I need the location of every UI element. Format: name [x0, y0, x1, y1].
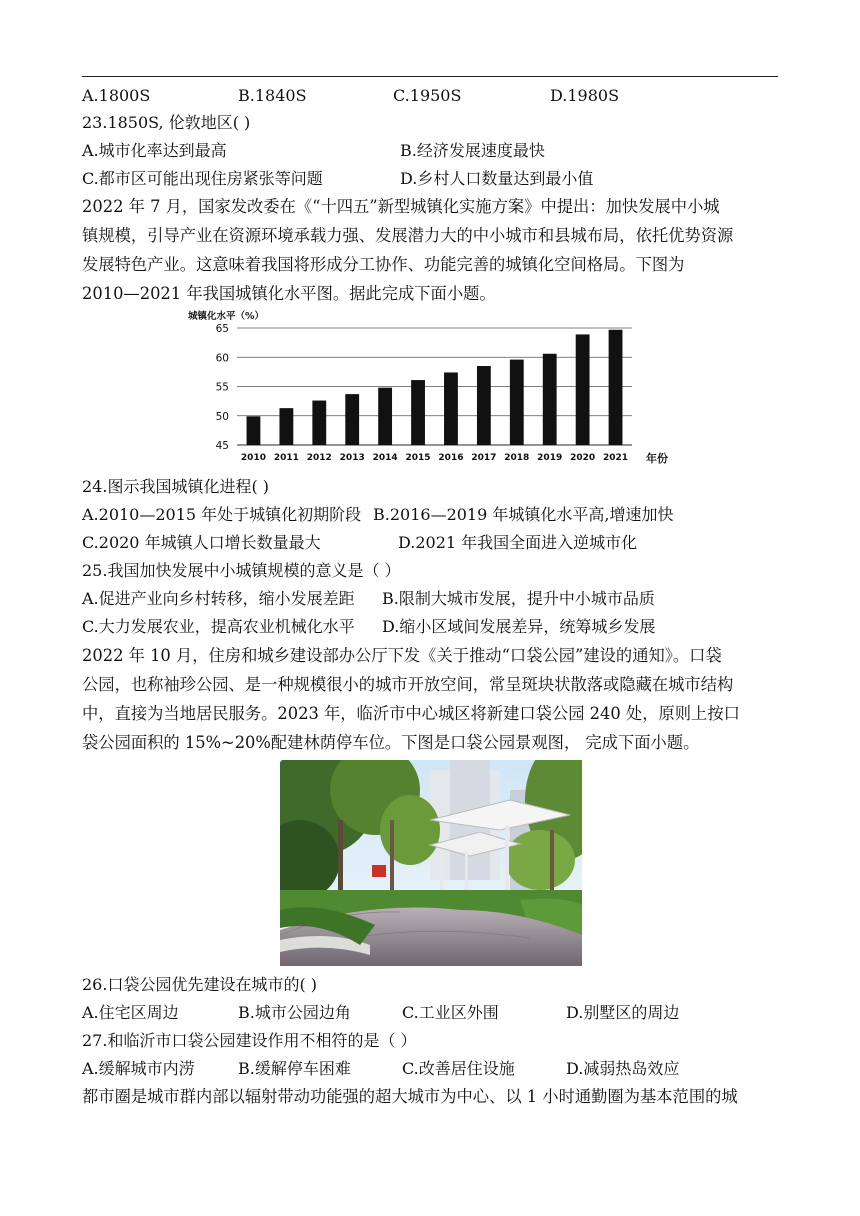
q27-option-c: C.改善居住设施 [402, 1059, 515, 1078]
chart-x-tick-label: 2019 [537, 453, 563, 463]
q25-option-c: C.大力发展农业，提高农业机械化水平 [82, 617, 355, 636]
q23-option-c: C.都市区可能出现住房紧张等问题 [82, 169, 323, 188]
q22-option-b: B.1840S [238, 86, 307, 105]
passage1-line-4: 2010—2021 年我国城镇化水平图。据此完成下面小题。 [82, 284, 496, 303]
chart-x-tick-label: 2012 [306, 453, 332, 463]
q25-option-a: A.促进产业向乡村转移，缩小发展差距 [82, 589, 355, 608]
q25-option-d: D.缩小区域间发展差异，统筹城乡发展 [382, 617, 656, 636]
pocket-park-photo [280, 760, 582, 966]
passage2-line-2: 公园，也称袖珍公园、是一种规模很小的城市开放空间，常呈斑块状散落或隐藏在城市结构 [82, 675, 734, 694]
chart-bar-2015 [411, 380, 425, 445]
chart-x-tick-label: 2015 [405, 453, 431, 463]
urbanization-bar-chart [182, 308, 682, 468]
chart-grid [237, 328, 632, 445]
chart-y-tick-label: 45 [215, 440, 229, 452]
chart-bar-2010 [247, 416, 261, 445]
chart-x-tick-label: 2011 [273, 453, 299, 463]
q24-option-b: B.2016—2019 年城镇化水平高,增速加快 [373, 505, 674, 524]
q24-option-d: D.2021 年我国全面进入逆城市化 [398, 533, 638, 552]
q25-stem: 25.我国加快发展中小城镇规模的意义是（ ） [82, 561, 401, 580]
chart-y-ticks [216, 323, 229, 452]
chart-bars [247, 330, 623, 445]
chart-bar-2018 [510, 360, 524, 445]
q26-stem: 26.口袋公园优先建设在城市的( ) [82, 975, 318, 994]
chart-x-tick-label: 2018 [504, 453, 530, 463]
q27-stem: 27.和临沂市口袋公园建设作用不相符的是（ ） [82, 1031, 417, 1050]
q24-option-c: C.2020 年城镇人口增长数量最大 [82, 533, 321, 552]
q23-stem: 23.1850S, 伦敦地区( ) [82, 113, 251, 132]
q22-option-a: A.1800S [82, 86, 151, 105]
q26-option-b: B.城市公园边角 [238, 1003, 351, 1022]
passage2-line-3: 中，直接为当地居民服务。2023 年，临沂市中心城区将新建口袋公园 240 处，原则上按口 [82, 704, 740, 723]
chart-bar-2021 [609, 330, 623, 445]
chart-bar-2020 [576, 334, 590, 445]
q25-option-b: B.限制大城市发展，提升中小城市品质 [382, 589, 655, 608]
chart-bar-2017 [477, 366, 491, 445]
chart-x-ticks [241, 453, 628, 463]
q27-option-b: B.缓解停车困难 [238, 1059, 351, 1078]
chart-x-label: 年份 [646, 452, 668, 465]
q27-option-a: A.缓解城市内涝 [82, 1059, 195, 1078]
passage1-line-3: 发展特色产业。这意味着我国将形成分工协作、功能完善的城镇化空间格局。下图为 [82, 255, 685, 274]
passage1-line-1: 2022 年 7 月，国家发改委在《“十四五”新型城镇化实施方案》中提出：加快发展中小城 [82, 197, 720, 216]
q24-option-a: A.2010—2015 年处于城镇化初期阶段 [82, 505, 362, 524]
chart-x-tick-label: 2010 [240, 453, 266, 463]
chart-bar-2013 [345, 394, 359, 445]
q26-option-c: C.工业区外围 [402, 1003, 499, 1022]
chart-x-tick-label: 2014 [372, 453, 398, 463]
chart-bar-2014 [378, 388, 392, 445]
chart-x-tick-label: 2016 [438, 453, 464, 463]
chart-y-label: 城镇化水平（%） [188, 311, 265, 322]
chart-bar-2011 [279, 408, 293, 445]
chart-x-tick-label: 2020 [570, 453, 596, 463]
chart-bar-2019 [543, 354, 557, 445]
q26-option-d: D.别墅区的周边 [566, 1003, 680, 1022]
chart-x-tick-label: 2017 [471, 453, 497, 463]
chart-y-tick-label: 55 [215, 381, 229, 394]
q23-option-b: B.经济发展速度最快 [400, 141, 545, 160]
q27-option-d: D.减弱热岛效应 [566, 1059, 680, 1078]
q22-option-c: C.1950S [393, 86, 462, 105]
q23-option-a: A.城市化率达到最高 [82, 141, 227, 160]
top-rule [82, 76, 778, 77]
chart-x-tick-label: 2021 [603, 453, 629, 463]
passage2-line-1: 2022 年 10 月，住房和城乡建设部办公厅下发《关于推动“口袋公园”建设的通知》。口袋 [82, 646, 722, 665]
q26-option-a: A.住宅区周边 [82, 1003, 179, 1022]
q22-option-d: D.1980S [550, 86, 620, 105]
chart-x-tick-label: 2013 [339, 453, 365, 463]
passage1-line-2: 镇规模，引导产业在资源环境承载力强、发展潜力大的中小城市和县城布局，依托优势资源 [82, 226, 734, 245]
passage3-line-1: 都市圈是城市群内部以辐射带动功能强的超大城市为中心、以 1 小时通勤圈为基本范围的城 [82, 1087, 738, 1106]
chart-y-tick-label: 50 [215, 410, 229, 423]
chart-y-tick-label: 60 [215, 352, 229, 365]
passage2-line-4: 袋公园面积的 15%~20%配建林荫停车位。下图是口袋公园景观图， 完成下面小题。 [82, 733, 700, 752]
chart-y-tick-label: 65 [215, 323, 229, 335]
q23-option-d: D.乡村人口数量达到最小值 [400, 169, 594, 188]
q24-stem: 24.图示我国城镇化进程( ) [82, 477, 270, 496]
chart-bar-2016 [444, 372, 458, 445]
chart-bar-2012 [312, 401, 326, 445]
